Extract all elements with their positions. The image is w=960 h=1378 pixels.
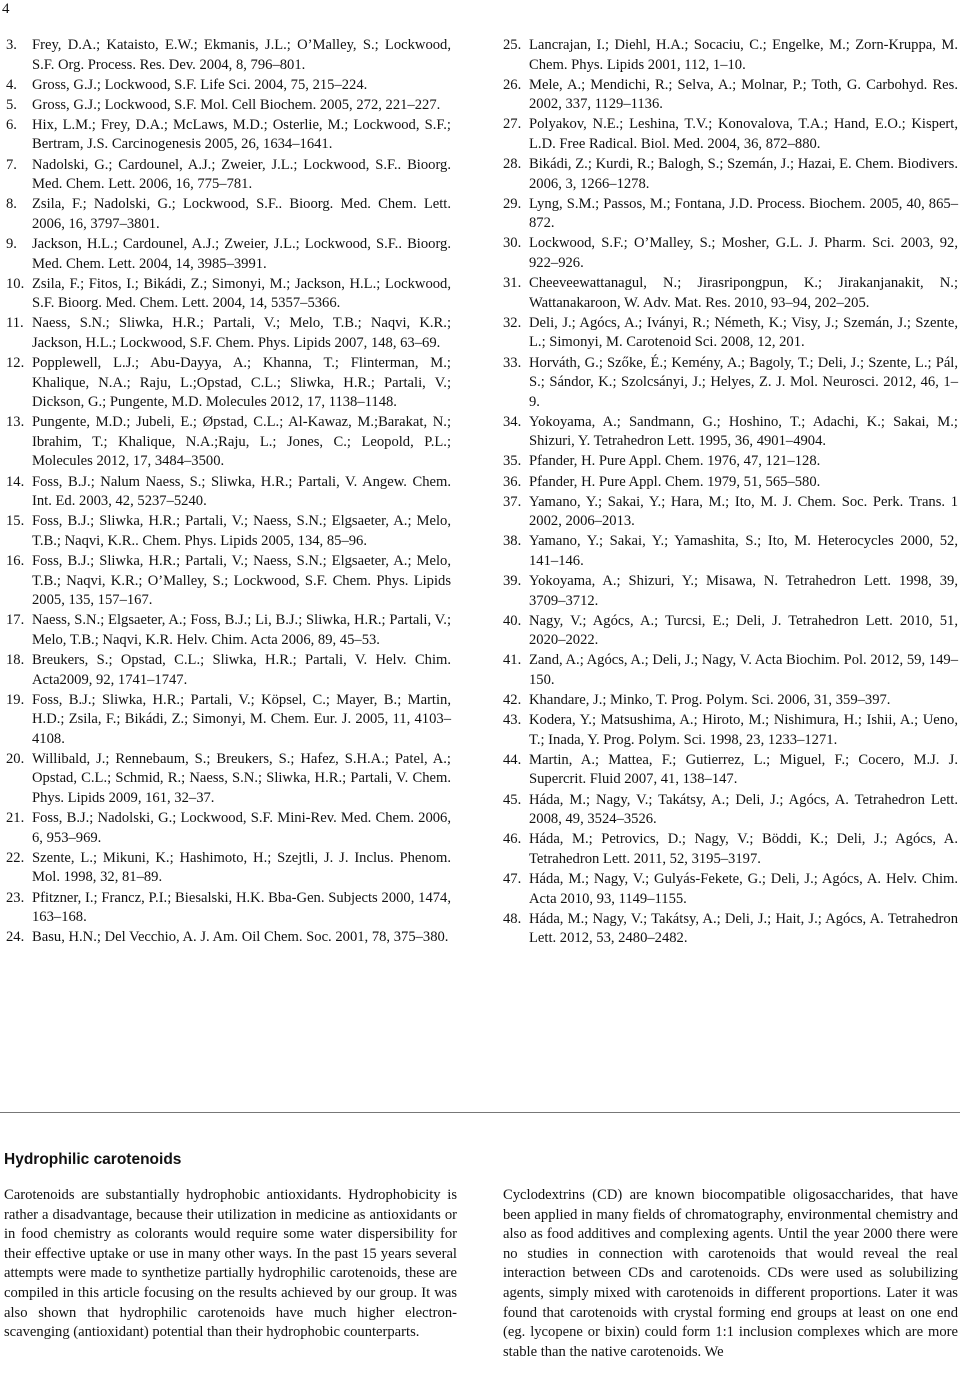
reference-text: Naess, S.N.; Elgsaeter, A.; Foss, B.J.; Li, B.J.; Sliwka, H.R.; Partali, V.; Melo, T.B.; Naqvi, K.R. Helv. Chim. Acta 2006, 89, 45–53. (32, 612, 451, 648)
reference-text: Pfitzner, I.; Francz, P.I.; Biesalski, H.K. Bba-Gen. Subjects 2000, 1474, 163–168. (32, 889, 451, 926)
reference-number: 30. (503, 235, 522, 252)
reference-text: Willibald, J.; Rennebaum, S.; Breukers, S.; Hafez, S.H.A.; Patel, A.; Opstad, C.L.; Schmid, R.; Naess, S.N.; Sliwka, H.R.; Partali, V. Chem. Phys. Lipids 2009, 161, 32–37. (32, 750, 451, 807)
reference-text: Lockwood, S.F.; O’Malley, S.; Mosher, G.L. J. Pharm. Sci. 2003, 92, 922–926. (529, 235, 958, 272)
reference-text: Háda, M.; Nagy, V.; Gulyás-Fekete, G.; Deli, J.; Agócs, A. Helv. Chim. Acta 2010, 93, 1149–1155. (529, 870, 958, 907)
reference-entry (503, 870, 958, 909)
reference-text: Khandare, J.; Minko, T. Prog. Polym. Sci. 2006, 31, 359–397. (529, 692, 891, 709)
reference-number: 4. (6, 76, 17, 93)
reference-text: Deli, J.; Agócs, A.; Iványi, R.; Németh, K.; Visy, J.; Szemán, J.; Szente, L.; Simonyi, M. Carotenoid Sci. 2008, 12, 201. (529, 314, 958, 351)
reference-text: Kodera, Y.; Matsushima, A.; Hiroto, M.; Nishimura, H.; Ishii, A.; Ueno, T.; Inada, Y. Prog. Polym. Sci. 1998, 23, 1233–1271. (529, 712, 958, 748)
reference-entry (503, 651, 958, 690)
reference-text: Yokoyama, A.; Shizuri, Y.; Misawa, N. Tetrahedron Lett. 1998, 39, 3709–3712. (529, 573, 958, 609)
reference-number: 43. (503, 712, 522, 729)
reference-text: Háda, M.; Petrovics, D.; Nagy, V.; Böddi, K.; Deli, J.; Agócs, A. Tetrahedron Lett. 2011, 52, 3195–3197. (529, 831, 958, 867)
reference-number: 45. (503, 791, 522, 808)
reference-number: 38. (503, 533, 522, 550)
reference-number: 35. (503, 453, 522, 470)
reference-number: 8. (6, 196, 17, 213)
reference-number: 20. (6, 750, 25, 767)
reference-entry (6, 116, 451, 155)
reference-text: Zsila, F.; Nadolski, G.; Lockwood, S.F.. Bioorg. Med. Chem. Lett. 2006, 16, 3797–3801. (32, 196, 451, 232)
reference-entry (503, 274, 958, 313)
reference-entry (6, 928, 451, 948)
section-title: Hydrophilic carotenoids (4, 1151, 182, 1168)
reference-entry (6, 235, 451, 274)
reference-text: Háda, M.; Nagy, V.; Takátsy, A.; Deli, J.; Agócs, A. Tetrahedron Lett. 2008, 49, 3524–3526. (529, 791, 958, 828)
reference-entry (503, 473, 958, 493)
reference-text: Naess, S.N.; Sliwka, H.R.; Partali, V.; Melo, T.B.; Naqvi, K.R.; Jackson, H.L.; Lockwood, S.F. Chem. Phys. Lipids 2007, 148, 63–69. (32, 315, 451, 351)
reference-entry (503, 910, 958, 949)
reference-number: 7. (6, 156, 17, 173)
reference-text: Foss, B.J.; Nadolski, G.; Lockwood, S.F. Mini-Rev. Med. Chem. 2006, 6, 953–969. (32, 810, 451, 846)
reference-text: Cheeveewattanagul, N.; Jirasripongpun, K.; Jirakanjanakit, N.; Wattanakaroon, W. Adv. Mat. Res. 2010, 93–94, 202–205. (529, 275, 958, 311)
reference-number: 25. (503, 37, 522, 53)
reference-number: 16. (6, 552, 25, 569)
reference-text: Háda, M.; Nagy, V.; Takátsy, A.; Deli, J.; Hait, J.; Agócs, A. Tetrahedron Lett. 2012, 53, 2480–2482. (529, 910, 958, 947)
reference-number: 33. (503, 354, 522, 371)
reference-entry (6, 76, 451, 96)
reference-text: Foss, B.J.; Nalum Naess, S.; Sliwka, H.R.; Partali, V. Angew. Chem. Int. Ed. 2003, 42, 5237–5240. (32, 473, 451, 510)
reference-number: 37. (503, 493, 522, 510)
reference-entry (503, 195, 958, 234)
reference-entry (6, 651, 451, 690)
reference-text: Mele, A.; Mendichi, R.; Selva, A.; Molnar, P.; Toth, G. Carbohyd. Res. 2002, 337, 1129–1136. (529, 76, 958, 113)
reference-entry (503, 532, 958, 571)
reference-entry (6, 275, 451, 314)
reference-number: 15. (6, 513, 25, 530)
reference-number: 36. (503, 473, 522, 490)
reference-entry (503, 691, 958, 711)
reference-text: Yamano, Y.; Sakai, Y.; Hara, M.; Ito, M. J. Chem. Soc. Perk. Trans. 1 2002, 2006–2013. (529, 493, 958, 530)
reference-text: Basu, H.N.; Del Vecchio, A. J. Am. Oil Chem. Soc. 2001, 78, 375–380. (32, 929, 449, 946)
reference-number: 39. (503, 573, 522, 590)
reference-entry (503, 751, 958, 790)
reference-entry (503, 791, 958, 830)
reference-number: 27. (503, 116, 522, 133)
body-text-right: Cyclodextrins (CD) are known biocompatible oligosaccharides, that have been applied in many fields of chromatography, environmental chemistry and also as food additives and complexing agents. Until the year 2000 there were no studies in connection with carotenoids that would reveal the real interaction between CDs and carotenoids. CDs were used as solubilizing agents, simply mixed with carotenoids in different proportions. Later it was found that carotenoids with crystal forming end groups at least on one end (eg. lycopene or bixin) could form 1:1 inclusion complexes which are more stable than the native carotenoids. We (503, 1187, 958, 1360)
reference-number: 40. (503, 612, 522, 629)
reference-text: Yokoyama, A.; Sandmann, G.; Hoshino, T.; Adachi, K.; Sakai, M.; Shizuri, Y. Tetrahedron Lett. 1995, 36, 4901–4904. (529, 413, 958, 450)
reference-entry (6, 473, 451, 512)
reference-entry (6, 691, 451, 750)
reference-text: Bikádi, Z.; Kurdi, R.; Balogh, S.; Szemán, J.; Hazai, E. Chem. Biodivers. 2006, 3, 1266–1278. (529, 156, 958, 192)
reference-text: Szente, L.; Mikuni, K.; Hashimoto, H.; Szejtli, J. J. Inclus. Phenom. Mol. 1998, 32, 81–89. (32, 849, 451, 886)
reference-entry (6, 849, 451, 888)
reference-text: Frey, D.A.; Kataisto, E.W.; Ekmanis, J.L.; O’Malley, S.; Lockwood, S.F. Org. Process. Res. Dev. 2004, 8, 796–801. (32, 37, 451, 73)
reference-entry (503, 76, 958, 115)
references-right-column (503, 36, 958, 949)
reference-number: 48. (503, 910, 522, 927)
reference-entry (503, 413, 958, 452)
reference-entry (6, 611, 451, 650)
reference-text: Hix, L.M.; Frey, D.A.; McLaws, M.D.; Osterlie, M.; Lockwood, S.F.; Bertram, J.S. Carcinogenesis 2005, 26, 1634–1641. (32, 116, 451, 153)
reference-text: Foss, B.J.; Sliwka, H.R.; Partali, V.; Naess, S.N.; Elgsaeter, A.; Melo, T.B.; Naqvi, K.R.; O’Malley, S.; Lockwood, S.F. Chem. Phys. Lipids 2005, 135, 157–167. (32, 552, 451, 609)
reference-text: Yamano, Y.; Sakai, Y.; Yamashita, S.; Ito, M. Heterocycles 2000, 52, 141–146. (529, 533, 958, 569)
reference-text: Popplewell, L.J.; Abu-Dayya, A.; Khanna, T.; Flinterman, M.; Khalique, N.A.; Raju, L.;Opstad, C.L.; Sliwka, H.R.; Partali, V.; Dickson, G.; Pungente, M.D. Molecules 2012, 17, 1138–1148. (32, 355, 451, 411)
reference-text: Lyng, S.M.; Passos, M.; Fontana, J.D. Process. Biochem. 2005, 40, 865–872. (529, 195, 958, 232)
reference-text: Jackson, H.L.; Cardounel, A.J.; Zweier, J.L.; Lockwood, S.F.. Bioorg. Med. Chem. Lett. 2004, 14, 3985–3991. (32, 235, 451, 272)
reference-text: Foss, B.J.; Sliwka, H.R.; Partali, V.; Köpsel, C.; Mayer, B.; Martin, H.D.; Zsila, F.; Bikádi, Z.; Simonyi, M. Chem. Eur. J. 2005, 11, 4103–4108. (32, 691, 451, 747)
page-number: 4 (2, 1, 10, 17)
reference-number: 17. (6, 612, 25, 629)
reference-text: Breukers, S.; Opstad, C.L.; Sliwka, H.R.; Partali, V. Helv. Chim. Acta2009, 92, 1741–1747. (32, 651, 451, 688)
reference-entry (6, 889, 451, 928)
reference-entry (503, 354, 958, 413)
reference-entry (503, 115, 958, 154)
section-divider (0, 1112, 960, 1113)
reference-entry (6, 512, 451, 551)
reference-number: 18. (6, 651, 25, 668)
reference-text: Nadolski, G.; Cardounel, A.J.; Zweier, J.L.; Lockwood, S.F.. Bioorg. Med. Chem. Lett. 2006, 16, 775–781. (32, 156, 451, 193)
reference-entry (6, 552, 451, 611)
reference-number: 32. (503, 314, 522, 331)
reference-number: 6. (6, 116, 17, 133)
reference-number: 13. (6, 414, 25, 431)
reference-number: 42. (503, 692, 522, 709)
reference-entry (6, 809, 451, 848)
reference-number: 34. (503, 413, 522, 430)
reference-number: 12. (6, 355, 25, 371)
reference-entry (6, 314, 451, 353)
reference-entry (6, 413, 451, 472)
reference-number: 14. (6, 473, 25, 490)
reference-entry (503, 711, 958, 750)
reference-number: 11. (6, 315, 24, 332)
reference-text: Pfander, H. Pure Appl. Chem. 1979, 51, 565–580. (529, 473, 821, 490)
reference-text: Martin, A.; Mattea, F.; Gutierrez, L.; Miguel, F.; Cocero, M.J. J. Supercrit. Fluid 2007, 41, 138–147. (529, 751, 958, 788)
reference-number: 10. (6, 275, 25, 292)
reference-number: 41. (503, 652, 522, 669)
reference-entry (503, 36, 958, 75)
reference-entry (503, 452, 958, 472)
reference-entry (503, 830, 958, 869)
reference-number: 5. (6, 96, 17, 113)
reference-text: Pfander, H. Pure Appl. Chem. 1976, 47, 121–128. (529, 453, 821, 470)
reference-entry (503, 493, 958, 532)
reference-entry (6, 156, 451, 195)
reference-entry (503, 572, 958, 611)
reference-entry (6, 750, 451, 809)
reference-entry (6, 354, 451, 413)
reference-number: 19. (6, 691, 25, 708)
reference-text: Zsila, F.; Fitos, I.; Bikádi, Z.; Simonyi, M.; Jackson, H.L.; Lockwood, S.F. Bioorg. Med. Chem. Lett. 2004, 14, 5357–5366. (32, 275, 451, 312)
reference-entry (6, 96, 451, 116)
reference-text: Pungente, M.D.; Jubeli, E.; Øpstad, C.L.; Al-Kawaz, M.;Barakat, N.; Ibrahim, T.; Khalique, N.A.;Raju, L.; Jones, C.; Leopold, P.L.; Molecules 2012, 17, 3484–3500. (32, 414, 451, 470)
reference-number: 26. (503, 76, 522, 93)
reference-number: 47. (503, 870, 522, 887)
reference-number: 21. (6, 810, 25, 827)
reference-number: 3. (6, 37, 17, 53)
reference-text: Gross, G.J.; Lockwood, S.F. Mol. Cell Biochem. 2005, 272, 221–227. (32, 96, 441, 113)
reference-number: 29. (503, 195, 522, 212)
references-left-column (6, 36, 451, 948)
reference-entry (503, 314, 958, 353)
reference-text: Horváth, G.; Szőke, É.; Kemény, A.; Bagoly, T.; Deli, J.; Szente, L.; Pál, S.; Sándor, K.; Szolcsányi, J.; Helyes, Z. J. Mol. Neurosci. 2012, 46, 1–9. (529, 354, 958, 410)
reference-text: Gross, G.J.; Lockwood, S.F. Life Sci. 2004, 75, 215–224. (32, 76, 368, 93)
reference-text: Foss, B.J.; Sliwka, H.R.; Partali, V.; Naess, S.N.; Elgsaeter, A.; Melo, T.B.; Naqvi, K.R.. Chem. Phys. Lipids 2005, 134, 85–96. (32, 513, 451, 549)
reference-number: 23. (6, 889, 25, 906)
reference-text: Lancrajan, I.; Diehl, H.A.; Socaciu, C.; Engelke, M.; Zorn-Kruppa, M. Chem. Phys. Lipids 2001, 112, 1–10. (529, 37, 958, 73)
body-text-left: Carotenoids are substantially hydrophobic antioxidants. Hydrophobicity is rather a disadvantage, because their utilization in medicine as antioxidants or in food chemistry as colorants would require some water dispersibility for their effective uptake or use in many other ways. In the past 15 years several attempts were made to synthetize partially hydrophilic carotenoids, these are compiled in this article focusing on the results achieved by our group. It was also shown that hydrophilic carotenoids have much higher electron-scavenging (antioxidant) potential than their hydrophobic counterparts. (4, 1187, 457, 1341)
reference-number: 9. (6, 235, 17, 252)
reference-entry (6, 195, 451, 234)
reference-entry (503, 234, 958, 273)
reference-number: 24. (6, 929, 25, 946)
reference-number: 22. (6, 849, 25, 866)
reference-text: Polyakov, N.E.; Leshina, T.V.; Konovalova, T.A.; Hand, E.O.; Kispert, L.D. Free Radical. Biol. Med. 2004, 36, 872–880. (529, 116, 958, 152)
reference-entry (503, 155, 958, 194)
reference-text: Nagy, V.; Agócs, A.; Turcsi, E.; Deli, J. Tetrahedron Lett. 2010, 51, 2020–2022. (529, 612, 958, 649)
reference-entry (6, 36, 451, 75)
reference-text: Zand, A.; Agócs, A.; Deli, J.; Nagy, V. Acta Biochim. Pol. 2012, 59, 149–150. (529, 652, 958, 688)
reference-number: 46. (503, 831, 522, 848)
reference-number: 28. (503, 156, 522, 173)
reference-number: 44. (503, 751, 522, 768)
reference-entry (503, 612, 958, 651)
reference-number: 31. (503, 275, 522, 292)
